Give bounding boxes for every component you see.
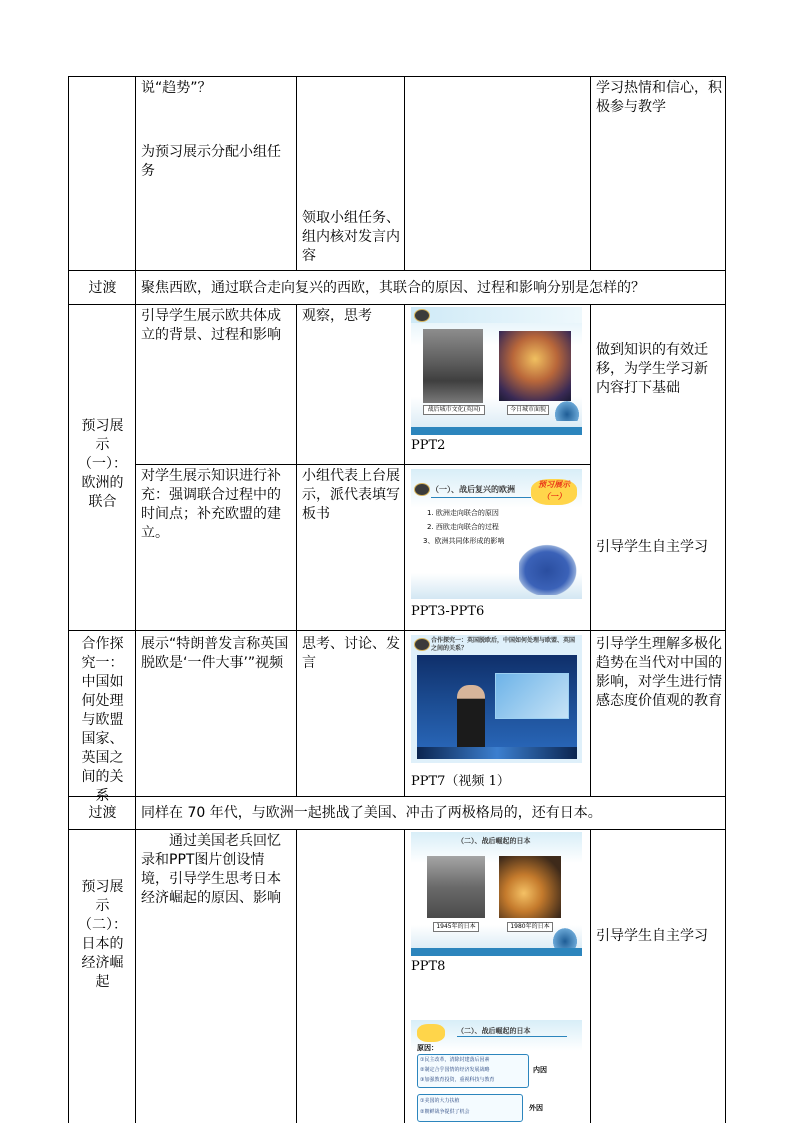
ppt8-label: PPT8 [411,959,446,974]
slide-ppt8 [411,832,582,956]
preview2-intent: 引导学生自主学习 [596,928,708,944]
ppt7-title: 合作探究一：英国脱欧后，中国如何处理与欧盟、英国之间的关系？ [431,637,576,652]
preview1-media-b-cell [405,465,591,631]
row1-student-cell [297,76,405,271]
preview1-media-a-cell [405,305,591,465]
tokyo-night-photo [499,856,561,918]
preview2-student-cell [297,830,405,1123]
preview1-stage-cell [68,305,136,631]
ppt8-caption-right: 1980年的日本 [507,922,553,932]
preview1-student-a-cell [297,305,405,465]
ppt3-item-1: 1. 欧洲走向联合的原因 [427,509,499,517]
row1-teacher-text-2: 为预习展示分配小组任务 [141,144,281,179]
ppt9-item-3: ③加强教育投资，重视科技与教育 [420,1077,495,1083]
preview1-teacher-b-cell [136,465,297,631]
row1-stage-cell [68,76,136,271]
inquiry1-media-cell [405,631,591,797]
preview2-stage: 预习展示（二）：日本的经济崛起 [78,879,127,990]
ppt2-label: PPT2 [411,438,446,453]
inquiry1-student: 思考、讨论、发言 [302,636,400,671]
inquiry1-stage-cell [68,631,136,804]
preview1-intent-b: 引导学生自主学习 [596,539,708,555]
slide-logo-icon [414,638,430,651]
news-screen-graphic [495,673,569,719]
slide-ppt2 [411,307,582,435]
inquiry1-teacher: 展示“特朗普发言称英国脱欧是‘一件大事’”视频 [141,636,289,671]
ppt8-title: （二）、战后崛起的日本 [457,837,531,845]
slide-logo-icon [414,483,430,496]
ppt9-inner-label: 内因 [533,1066,547,1074]
transition1-text: 聚焦西欧，通过联合走向复兴的西欧，其联合的原因、过程和影响分别是怎样的？ [141,280,645,296]
news-desk-band [417,747,577,759]
slide-logo-icon [414,309,430,322]
ppt9-title: （二）、战后崛起的日本 [457,1026,567,1037]
ppt3-badge: 预习展示（一） [531,479,577,505]
preview1-teacher-a: 引导学生展示欧共体成立的背景、过程和影响 [141,308,281,343]
ppt9-item-1: ①民主改革，清除封建落后因素 [420,1057,490,1063]
preview1-intent-b-cell [591,465,726,631]
ppt2-caption-right: 今日城市面貌 [507,405,549,415]
preview2-teacher-cell [136,830,297,1123]
ppt9-badge-icon [417,1024,445,1042]
ppt2-caption-left: 战后城市文化(英国) [423,405,485,415]
row1-media-cell [405,76,591,271]
ppt9-item2-2: ②朝鲜战争提供了机会 [420,1109,470,1115]
news-studio-video [417,655,577,759]
transition2-text: 同样在 70 年代，与欧洲一起挑战了美国、冲击了两极格局的，还有日本。 [141,805,602,821]
ppt3-title: （一）、战后复兴的欧洲 [431,483,531,498]
ruined-city-photo [423,329,483,403]
slide-ppt7 [411,635,582,763]
slide-ppt3 [411,469,582,599]
row1-intent-text: 学习热情和信心，积极参与教学 [596,80,722,115]
ppt3-label: PPT3-PPT6 [411,604,485,619]
preview1-student-b: 小组代表上台展示，派代表填写板书 [302,468,400,522]
preview2-stage-cell [68,830,136,1123]
inquiry1-teacher-cell [136,631,297,797]
ppt3-item-2: 2. 西欧走向联合的过程 [427,523,499,531]
ppt9-reason: 原因： [417,1044,438,1052]
preview2-media-cell [405,830,591,1123]
slide-ppt9 [411,1020,582,1123]
row1-intent-cell [591,76,726,271]
book-decoration-icon [551,926,579,948]
europe-map-image [519,541,581,595]
ppt9-item2-1: ①美国的大力扶植 [420,1098,460,1104]
transition1-text-cell [136,271,726,305]
preview2-teacher: 通过美国老兵回忆录和PPT图片创设情境，引导学生思考日本经济崛起的原因、影响 [141,833,281,906]
ppt7-label: PPT7（视频 1） [411,774,510,789]
inquiry1-intent: 引导学生理解多极化趋势在当代对中国的影响，对学生进行情感态度价值观的教育 [596,636,722,709]
inquiry1-student-cell [297,631,405,797]
preview1-teacher-b: 对学生展示知识进行补充：强调联合过程中的时间点；补充欧盟的建立。 [141,468,281,541]
book-decoration-icon [553,399,581,421]
transition1-label: 过渡 [88,280,117,296]
modern-city-photo [499,331,571,401]
inquiry1-intent-cell [591,631,726,797]
inquiry1-stage: 合作探究一：中国如何处理与欧盟国家、英国之间的关系 [81,636,124,804]
transition2-label: 过渡 [88,805,117,821]
ppt8-caption-left: 1945年的日本 [433,922,479,932]
ppt3-item-3: 3、欧洲共同体形成的影响 [423,537,505,545]
row1-teacher-cell [136,76,297,271]
ppt9-outer-label: 外因 [529,1104,543,1112]
preview1-student-b-cell [297,465,405,631]
row1-teacher-text-1: 说“趋势”？ [141,80,212,96]
preview1-intent-a-cell [591,305,726,465]
preview1-stage: 预习展示（一）：欧洲的联合 [78,418,127,510]
transition1-label-cell [68,271,136,305]
preview1-student-a: 观察，思考 [302,308,372,324]
preview1-intent-a: 做到知识的有效迁移，为学生学习新内容打下基础 [596,342,708,396]
preview1-teacher-a-cell [136,305,297,465]
ppt9-item-2: ②制定合乎国情的经济发展战略 [420,1067,490,1073]
preview2-intent-cell [591,830,726,1123]
hiroshima-ruins-photo [427,856,485,918]
transition2-text-cell [136,797,726,830]
lesson-plan-table [68,76,726,1123]
row1-student-text: 领取小组任务、组内核对发言内容 [302,210,400,264]
transition2-label-cell [68,797,136,830]
